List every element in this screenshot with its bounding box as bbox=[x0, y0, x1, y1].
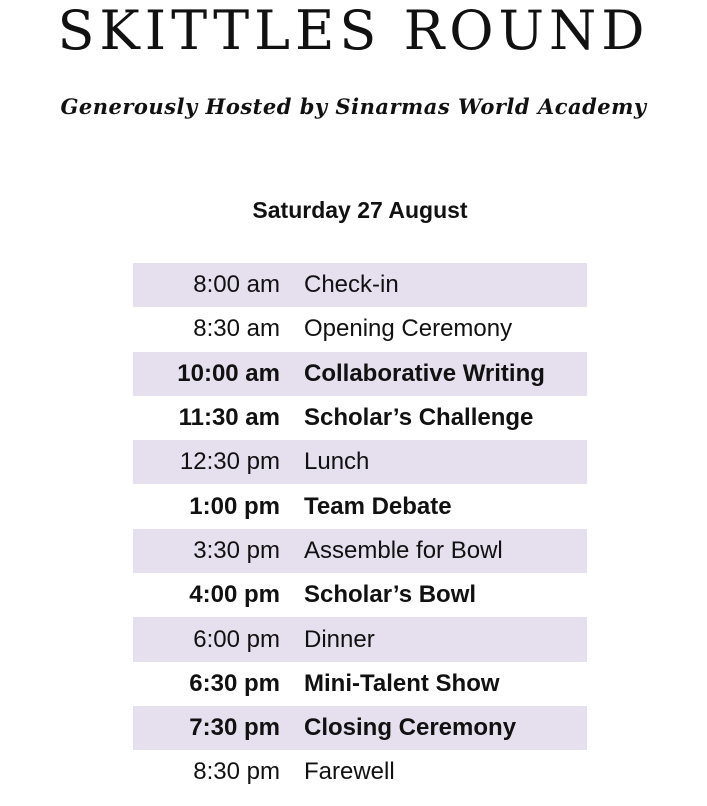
schedule-event: Farewell bbox=[304, 758, 395, 786]
schedule-time: 4:00 pm bbox=[189, 581, 280, 609]
schedule-time: 1:00 pm bbox=[189, 492, 280, 520]
schedule-row bbox=[133, 484, 587, 528]
schedule-row bbox=[133, 352, 587, 396]
schedule-time: 8:30 am bbox=[193, 315, 280, 343]
schedule-time: 12:30 pm bbox=[179, 448, 280, 476]
schedule-row bbox=[133, 706, 587, 750]
schedule-event: Lunch bbox=[304, 448, 370, 476]
schedule-row bbox=[133, 440, 587, 484]
schedule-row bbox=[133, 617, 587, 661]
schedule-event: Scholar’s Challenge bbox=[304, 404, 534, 432]
schedule-row bbox=[133, 307, 587, 351]
schedule-row bbox=[133, 396, 587, 440]
schedule-event: Closing Ceremony bbox=[304, 714, 517, 742]
schedule-time: 3:30 pm bbox=[193, 536, 280, 564]
schedule-time: 7:30 pm bbox=[189, 714, 280, 742]
schedule-row bbox=[133, 529, 587, 573]
schedule-row bbox=[133, 573, 587, 617]
schedule-event: Assemble for Bowl bbox=[304, 536, 503, 564]
schedule-event: Scholar’s Bowl bbox=[304, 581, 477, 609]
schedule-time: 8:00 am bbox=[193, 271, 280, 299]
host-subtitle: Generously Hosted by Sinarmas World Academy bbox=[60, 94, 647, 119]
schedule-time: 10:00 am bbox=[177, 359, 280, 387]
schedule-date-heading: Saturday 27 August bbox=[252, 197, 468, 223]
schedule-row bbox=[133, 662, 587, 706]
schedule-event: Collaborative Writing bbox=[304, 359, 545, 387]
schedule-event: Team Debate bbox=[304, 492, 452, 520]
schedule-row bbox=[133, 750, 587, 794]
schedule-time: 8:30 pm bbox=[193, 758, 280, 786]
schedule-event: Check-in bbox=[304, 271, 399, 299]
schedule-event: Opening Ceremony bbox=[304, 315, 513, 343]
schedule-time: 11:30 am bbox=[178, 404, 280, 432]
schedule-row bbox=[133, 263, 587, 307]
schedule-time: 6:30 pm bbox=[189, 669, 280, 697]
schedule-event: Dinner bbox=[304, 625, 375, 653]
schedule-event: Mini-Talent Show bbox=[304, 669, 500, 697]
schedule-table bbox=[133, 263, 587, 795]
schedule-time: 6:00 pm bbox=[193, 625, 280, 653]
page-title: SKITTLES ROUND bbox=[57, 0, 650, 62]
